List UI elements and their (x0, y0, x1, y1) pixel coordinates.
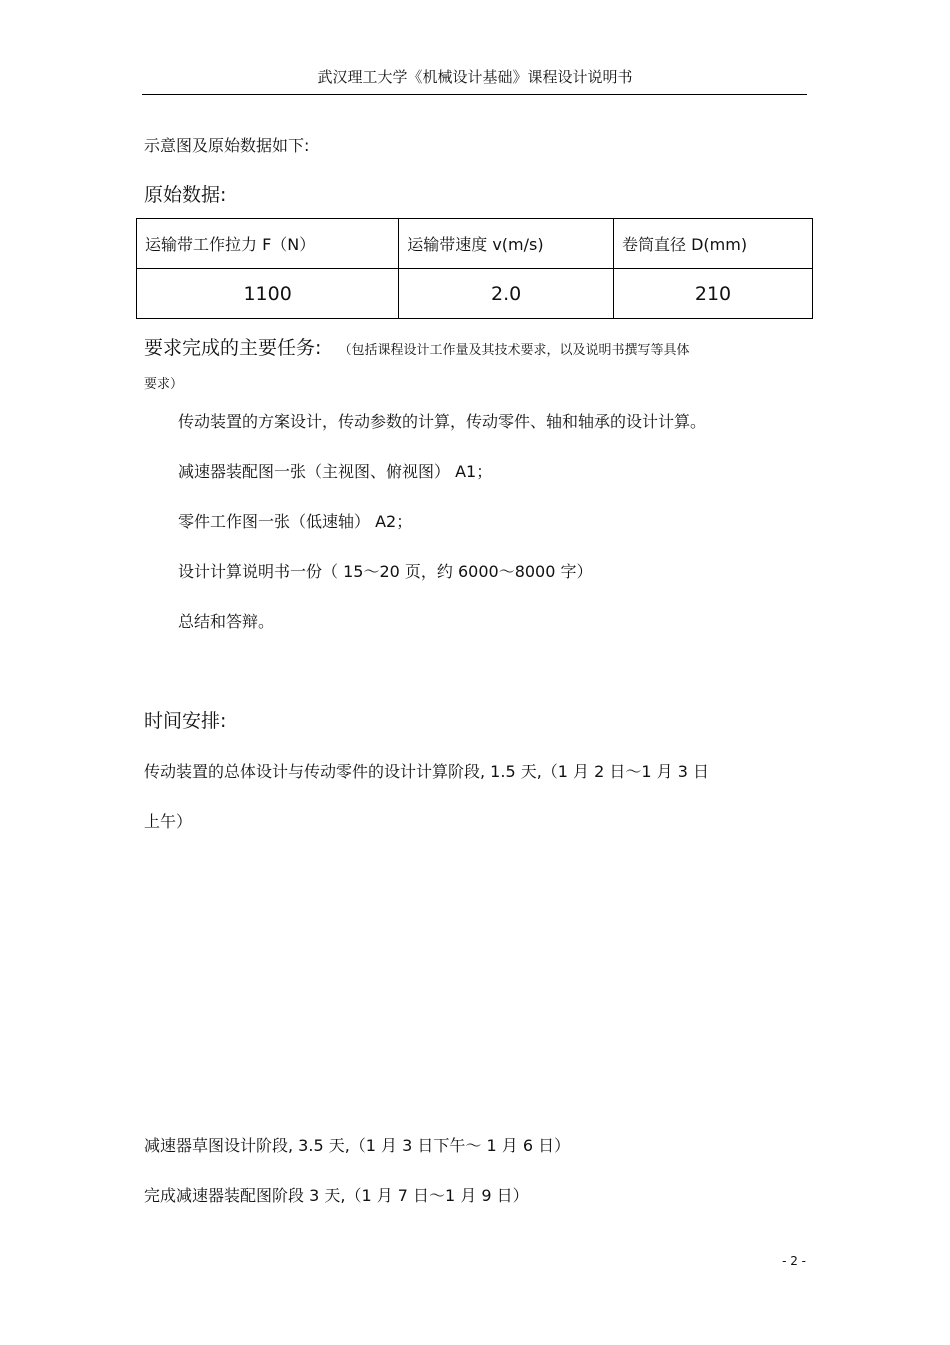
tasks-heading-line (144, 333, 690, 360)
task-item: 总结和答辩。 (178, 612, 275, 631)
table-value-cell: 1100 (137, 269, 399, 319)
page-number: - 2 - (782, 1254, 806, 1268)
header-divider (142, 94, 807, 95)
tasks-note-cont: 要求） (144, 377, 184, 392)
schedule-line: 传动装置的总体设计与传动零件的设计计算阶段, 1.5 天,（1 月 2 日～1 月 3 日 (144, 762, 710, 781)
raw-data-heading: 原始数据: (144, 184, 227, 206)
schedule-line-cont: 上午） (144, 812, 193, 831)
raw-data-table (136, 218, 813, 319)
table-value-cell: 210 (614, 269, 813, 319)
schedule-heading: 时间安排: (144, 710, 227, 732)
table-value-row (137, 269, 813, 319)
running-header: 武汉理工大学《机械设计基础》课程设计说明书 (317, 68, 633, 86)
table-header-cell: 运输带工作拉力 F（N） (137, 219, 399, 269)
tasks-heading: 要求完成的主要任务: (144, 337, 322, 359)
schedule-line: 减速器草图设计阶段, 3.5 天,（1 月 3 日下午～ 1 月 6 日） (144, 1136, 571, 1155)
schedule-line: 完成减速器装配图阶段 3 天,（1 月 7 日～1 月 9 日） (144, 1186, 529, 1205)
table-header-row (137, 219, 813, 269)
table-header-cell: 卷筒直径 D(mm) (614, 219, 813, 269)
task-item: 传动装置的方案设计，传动参数的计算，传动零件、轴和轴承的设计计算。 (178, 412, 707, 431)
task-item: 零件工作图一张（低速轴） A2； (178, 512, 413, 531)
table-header-cell: 运输带速度 v(m/s) (399, 219, 614, 269)
table-value-cell: 2.0 (399, 269, 614, 319)
intro-text: 示意图及原始数据如下: (144, 136, 310, 155)
task-item: 设计计算说明书一份（ 15～20 页，约 6000～8000 字） (178, 562, 593, 581)
task-item: 减速器装配图一张（主视图、俯视图） A1； (178, 462, 493, 481)
tasks-note: （包括课程设计工作量及其技术要求，以及说明书撰写等具体 (338, 343, 690, 358)
